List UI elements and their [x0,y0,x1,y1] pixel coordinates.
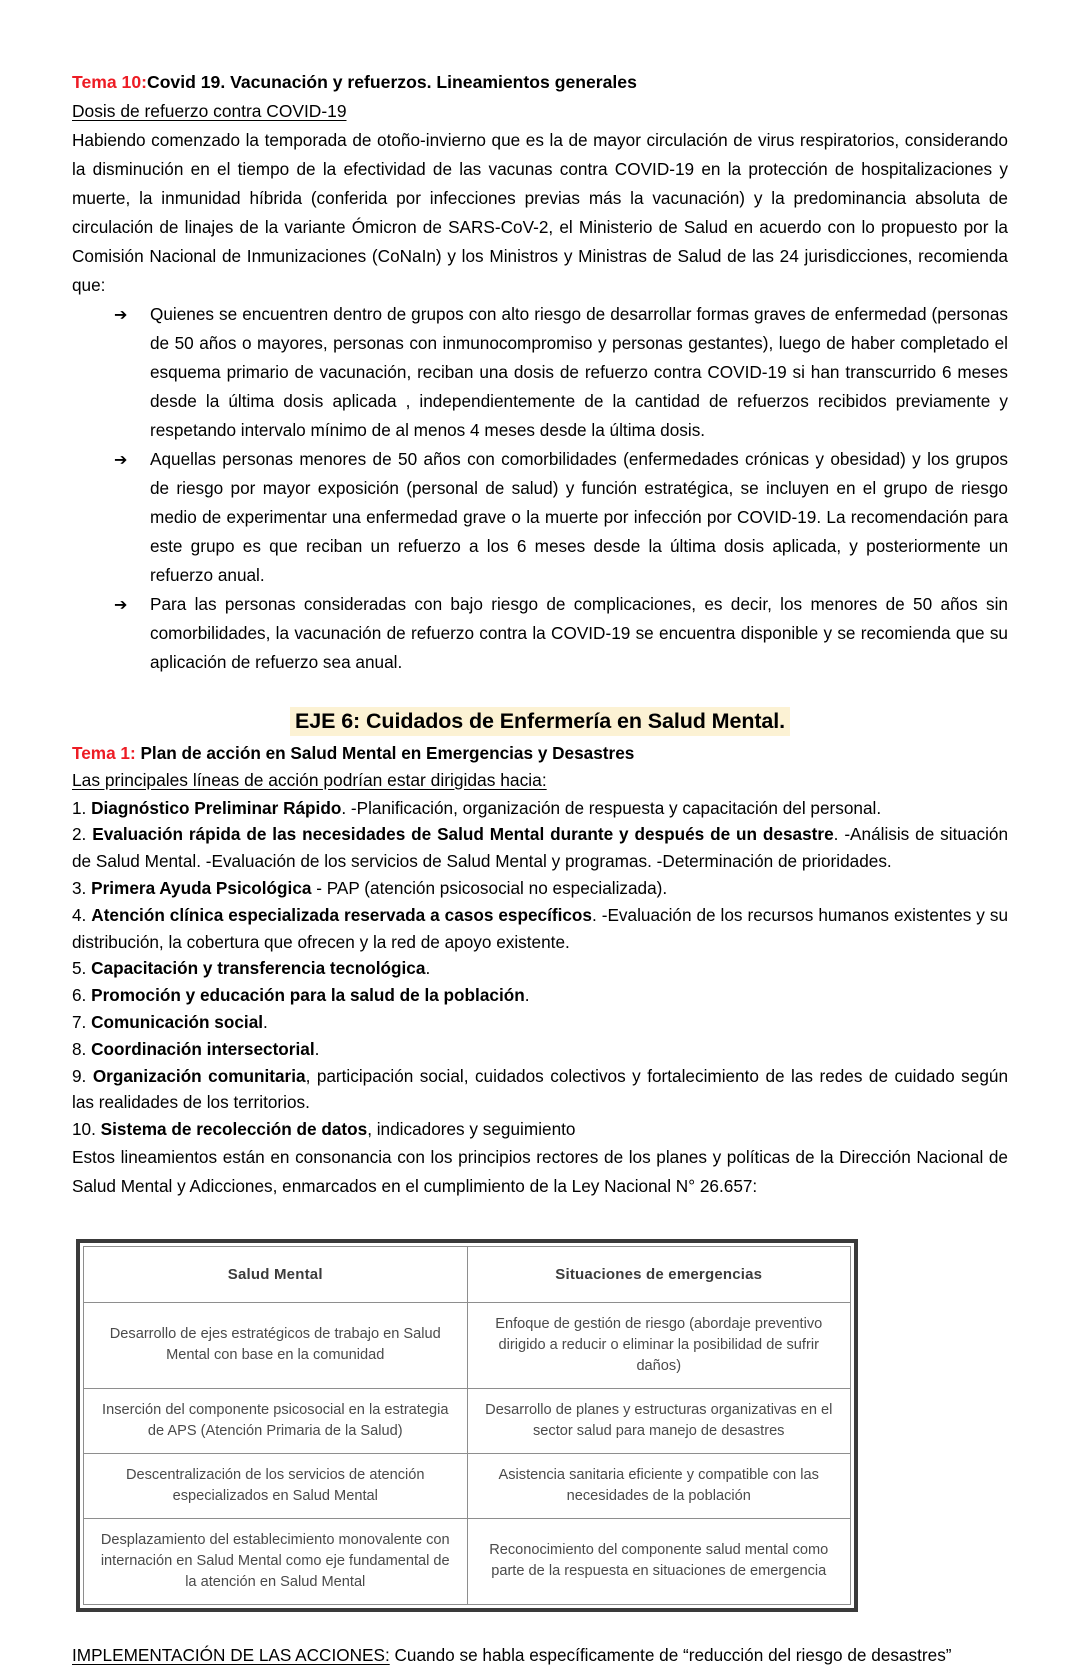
list-item-title: Sistema de recolección de datos [100,1119,368,1140]
lead-in-line [72,767,1008,793]
list-item-number: 3. [72,877,92,898]
list-item-text: . [425,958,431,979]
implementacion-text: Cuando se habla específicamente de “reducción del riesgo de desastres” [389,1644,952,1665]
list-item-number: 1. [72,797,92,818]
dosis-refuerzo-subheading-text: Dosis de refuerzo contra COVID-19 [72,101,347,121]
table-header-situaciones-emergencias: Situaciones de emergencias [467,1246,851,1302]
list-item-title: Diagnóstico Preliminar Rápido [91,797,342,818]
dosis-refuerzo-subheading [72,98,1008,124]
salud-mental-table [83,1246,851,1605]
list-item-text: - PAP (atención psicosocial no especializada). [311,877,668,898]
list-item-text: . -Análisis de situación de Salud Mental. -Evaluación de los servicios de Salud Mental y programas. -Determinación de prioridades. [72,824,1009,872]
list-item-text: . [314,1038,320,1059]
eje6-title: EJE 6: Cuidados de Enfermería en Salud Mental. [290,707,790,736]
list-item-text: Quienes se encuentren dentro de grupos con alto riesgo de desarrollar formas graves de enfermedad (personas de 50 años o mayores, personas con inmunocompromiso y personas gestantes), luego de haber completado el esquema primario de vacunación, reciban una dosis de refuerzo contra COVID-19 si han transcurrido 6 meses desde la última dosis aplicada , independientemente de la cantidad de refuerzos recibidos previamente y respetando intervalo mínimo de al menos 4 meses desde la última dosis. [150,304,1008,440]
table-cell: Desarrollo de planes y estructuras organizativas en el sector salud para manejo de desastres [467,1388,851,1453]
accion-numbered-list [72,795,1008,1143]
implementacion-label: IMPLEMENTACIÓN DE LAS ACCIONES: [72,1644,390,1665]
list-item-title: Comunicación social [91,1011,264,1032]
list-item-number: 8. [72,1038,92,1059]
list-item-number: 5. [72,958,92,979]
list-item [72,955,1008,982]
table-cell: Asistencia sanitaria eficiente y compatible con las necesidades de la población [467,1453,851,1518]
list-item-title: Evaluación rápida de las necesidades de Salud Mental durante y después de un desastre [92,824,834,845]
list-item [72,982,1008,1009]
list-item-text: . -Evaluación de los recursos humanos existentes y su distribución, la cobertura que ofrecen y la red de apoyo existente. [72,904,1009,952]
list-item [72,875,1008,902]
list-item-number: 4. [72,904,92,925]
list-item-title: Coordinación intersectorial [91,1038,315,1059]
list-item-text: Para las personas consideradas con bajo riesgo de complicaciones, es decir, los menores de 50 años sin comorbilidades, la vacunación de refuerzo contra la COVID-19 se encuentra disponible y se recomienda que su aplicación de refuerzo sea anual. [150,594,1008,672]
covid-recommendation-list [72,300,1008,677]
table-cell: Reconocimiento del componente salud mental como parte de la respuesta en situaciones de emergencia [467,1518,851,1604]
table-cell: Enfoque de gestión de riesgo (abordaje preventivo dirigido a reducir o eliminar la posibilidad de sufrir daños) [467,1302,851,1388]
tema-1-title: Plan de acción en Salud Mental en Emergencias y Desastres [135,743,635,763]
list-item [72,902,1008,956]
tema-1-heading [72,741,1008,767]
list-item [72,1036,1008,1063]
list-item [72,821,1008,875]
list-item-text: , indicadores y seguimiento [367,1119,576,1140]
table-row [84,1453,851,1518]
tema-10-heading [72,70,1008,95]
table-row [84,1302,851,1388]
eje6-closing-paragraph: Estos lineamientos están en consonancia con los principios rectores de los planes y políticas de la Dirección Nacional de Salud Mental y Adicciones, enmarcados en el cumplimiento de la Ley Nacional N° 26.657: [72,1146,1008,1196]
salud-mental-table-frame [76,1239,858,1612]
list-item-number: 9. [72,1065,93,1086]
list-item [72,1063,1008,1117]
list-item-number: 7. [72,1011,92,1032]
list-item-title: Capacitación y transferencia tecnológica [91,958,426,979]
tema-10-title: Covid 19. Vacunación y refuerzos. Lineamientos generales [146,72,637,92]
table-cell: Desplazamiento del establecimiento monovalente con internación en Salud Mental como eje fundamental de la atención en Salud Mental [84,1518,468,1604]
implementacion-line [72,1642,1008,1668]
list-item-text: , participación social, cuidados colectivos y fortalecimiento de las redes de cuidado según las realidades de los territorios. [72,1065,1009,1113]
table-cell: Descentralización de los servicios de atención especializados en Salud Mental [84,1453,468,1518]
list-item-title: Atención clínica especializada reservada a casos específicos [91,904,592,925]
list-item [114,590,1008,677]
arrow-right-icon: ➔ [114,450,128,469]
list-item-text: . [263,1011,268,1032]
list-item-number: 10. [72,1119,101,1140]
eje6-heading-wrapper [72,705,1008,737]
arrow-right-icon: ➔ [114,305,128,324]
table-header-row [84,1246,851,1302]
table-cell: Inserción del componente psicosocial en la estrategia de APS (Atención Primaria de la Salud) [84,1388,468,1453]
list-item-text: . [524,985,530,1006]
list-item-title: Organización comunitaria [92,1065,306,1086]
arrow-right-icon: ➔ [114,595,128,614]
table-cell: Desarrollo de ejes estratégicos de trabajo en Salud Mental con base en la comunidad [84,1302,468,1388]
list-item-title: Promoción y educación para la salud de la población [91,985,525,1006]
list-item [72,1009,1008,1036]
tema-1-label: Tema 1: [72,743,136,763]
list-item-title: Primera Ayuda Psicológica [91,877,312,898]
list-item [72,1116,1008,1143]
lead-in-text: Las principales líneas de acción podrían estar dirigidas hacia: [72,769,547,790]
list-item-number: 6. [72,985,92,1006]
table-header-salud-mental: Salud Mental [84,1246,468,1302]
list-item-text: . -Planificación, organización de respuesta y capacitación del personal. [341,797,882,818]
list-item-number: 2. [72,824,93,845]
list-item [114,300,1008,445]
table-row [84,1388,851,1453]
table-row [84,1518,851,1604]
list-item [72,795,1008,822]
tema-10-label: Tema 10: [72,72,147,92]
covid-intro-paragraph: Habiendo comenzado la temporada de otoño-invierno que es la de mayor circulación de virus respiratorios, considerando la disminución en el tiempo de la efectividad de las vacunas contra COVID-19 en la protección de hospitalizaciones y muerte, la inmunidad híbrida (conferida por infecciones previas más la vacunación) y la predominancia absoluta de circulación de linajes de la variante Ómicron de SARS-CoV-2, el Ministerio de Salud en acuerdo con lo propuesto por la Comisión Nacional de Inmunizaciones (CoNaIn) y los Ministros y Ministras de Salud de las 24 jurisdicciones, recomienda que: [72,130,1008,295]
list-item-text: Aquellas personas menores de 50 años con comorbilidades (enfermedades crónicas y obesidad) y los grupos de riesgo por mayor exposición (personal de salud) y función estratégica, se incluyen en el grupo de riesgo medio de experimentar una enfermedad grave o la muerte por infección por COVID-19. La recomendación para este grupo es que reciban un refuerzo a los 6 meses desde la última dosis aplicada, y posteriormente un refuerzo anual. [150,449,1008,585]
list-item [114,445,1008,590]
